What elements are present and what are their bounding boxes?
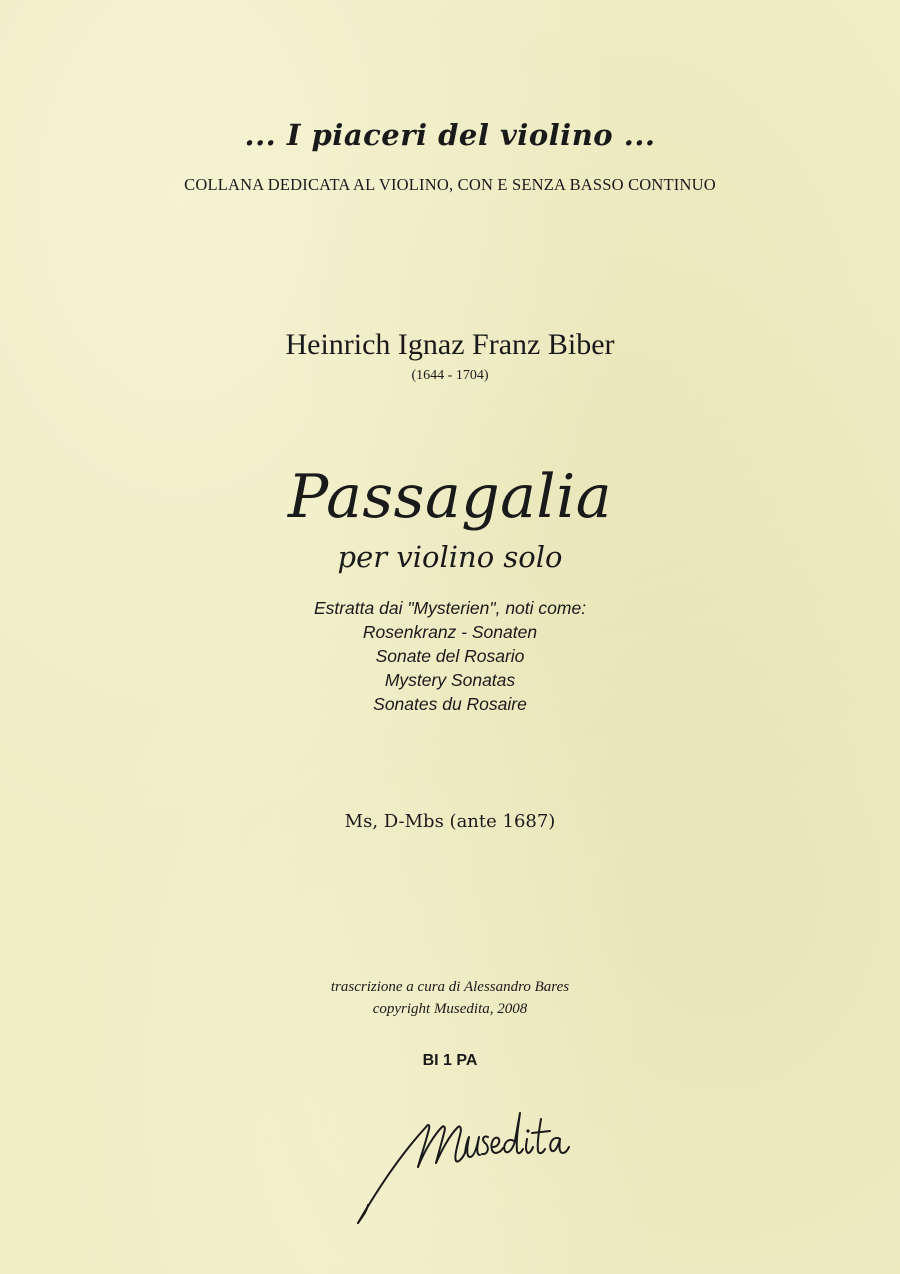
musedita-logo <box>340 1075 600 1230</box>
manuscript-source: Ms, D-Mbs (ante 1687) <box>344 811 556 832</box>
copyright-notice: copyright Musedita, 2008 <box>372 1001 528 1017</box>
catalog-number: BI 1 PA <box>422 1052 478 1069</box>
work-instrumentation: per violino solo <box>337 540 563 574</box>
transcription-credit: trascrizione a cura di Alessandro Bares <box>330 979 570 995</box>
work-note-line: Sonate del Rosario <box>375 646 525 666</box>
composer-dates: (1644 - 1704) <box>411 368 489 383</box>
work-note-line: Sonates du Rosaire <box>373 694 527 714</box>
series-title: ... I piaceri del violino ... <box>244 118 656 152</box>
series-subtitle: COLLANA DEDICATA AL VIOLINO, CON E SENZA BASSO CONTINUO <box>184 175 716 194</box>
work-title: Passagalia <box>287 462 613 532</box>
work-note-line: Mystery Sonatas <box>384 670 516 690</box>
work-note-line: Rosenkranz - Sonaten <box>362 622 538 642</box>
work-note-line: Estratta dai "Mysterien", noti come: <box>313 598 587 618</box>
composer-name: Heinrich Ignaz Franz Biber <box>285 328 615 361</box>
musedita-signature-icon <box>340 1075 600 1230</box>
